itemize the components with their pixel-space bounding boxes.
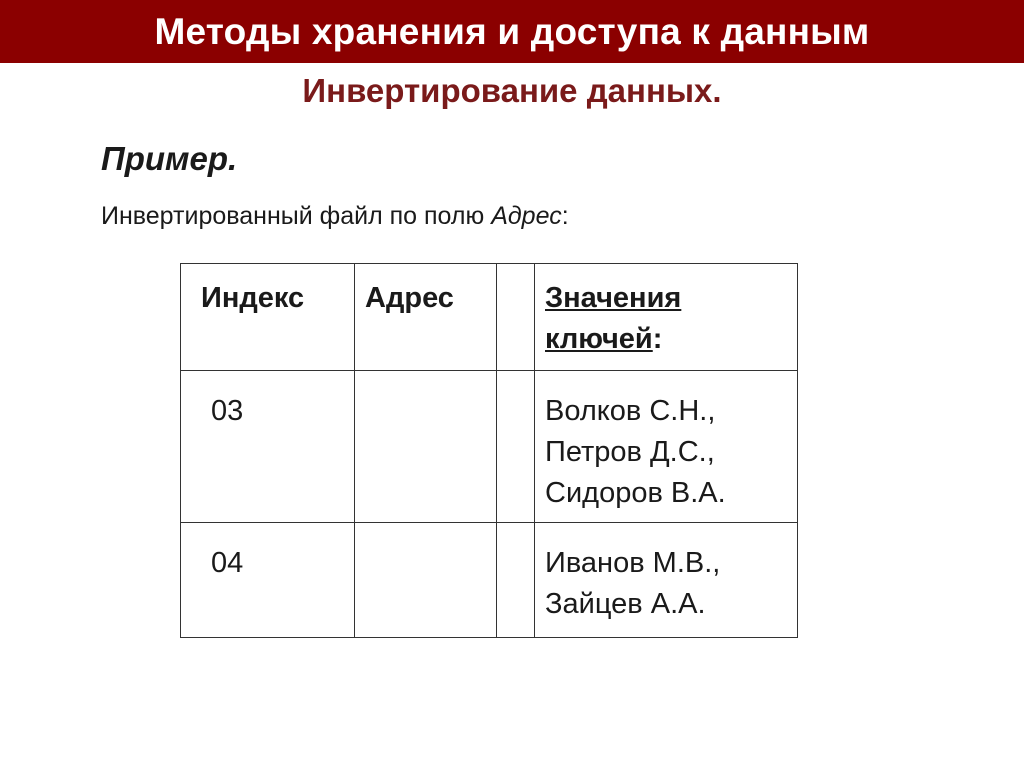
row-index: 03: [181, 371, 355, 523]
row-key-values: [535, 523, 798, 638]
row-empty: [497, 523, 535, 638]
key-value: Зайцев А.А.: [545, 588, 706, 620]
row-address: [355, 523, 497, 638]
row-empty: [497, 371, 535, 523]
header-index: Индекс: [181, 264, 355, 371]
header-key-values: [535, 264, 798, 371]
header-keys-line2: ключей: [545, 323, 653, 355]
intro-field: Адрес: [491, 202, 562, 230]
intro-suffix: :: [561, 202, 569, 230]
key-value: Петров Д.С.,: [545, 436, 715, 468]
key-value: Волков С.Н.,: [545, 395, 716, 427]
slide-title: Методы хранения и доступа к данным: [154, 10, 870, 52]
table-header-row: [181, 264, 798, 371]
header-keys-line1: Значения: [545, 282, 682, 314]
header-empty: [497, 264, 535, 371]
slide-subtitle: Инвертирование данных.: [302, 72, 722, 109]
intro-line: [101, 202, 569, 231]
key-value: Иванов М.В.,: [545, 547, 721, 579]
header-keys-colon: :: [652, 323, 663, 355]
header-keys-line2-wrap: [545, 319, 797, 360]
row-address: [355, 371, 497, 523]
table-row: [181, 371, 798, 523]
key-value: Сидоров В.А.: [545, 477, 726, 509]
header-address: Адрес: [355, 264, 497, 371]
row-index: 04: [181, 523, 355, 638]
intro-prefix: Инвертированный файл по полю: [101, 202, 492, 230]
example-label: Пример.: [101, 140, 238, 177]
row-key-values: [535, 371, 798, 523]
inverted-file-table: [180, 263, 798, 638]
table-row: [181, 523, 798, 638]
title-bar: [0, 0, 1024, 63]
